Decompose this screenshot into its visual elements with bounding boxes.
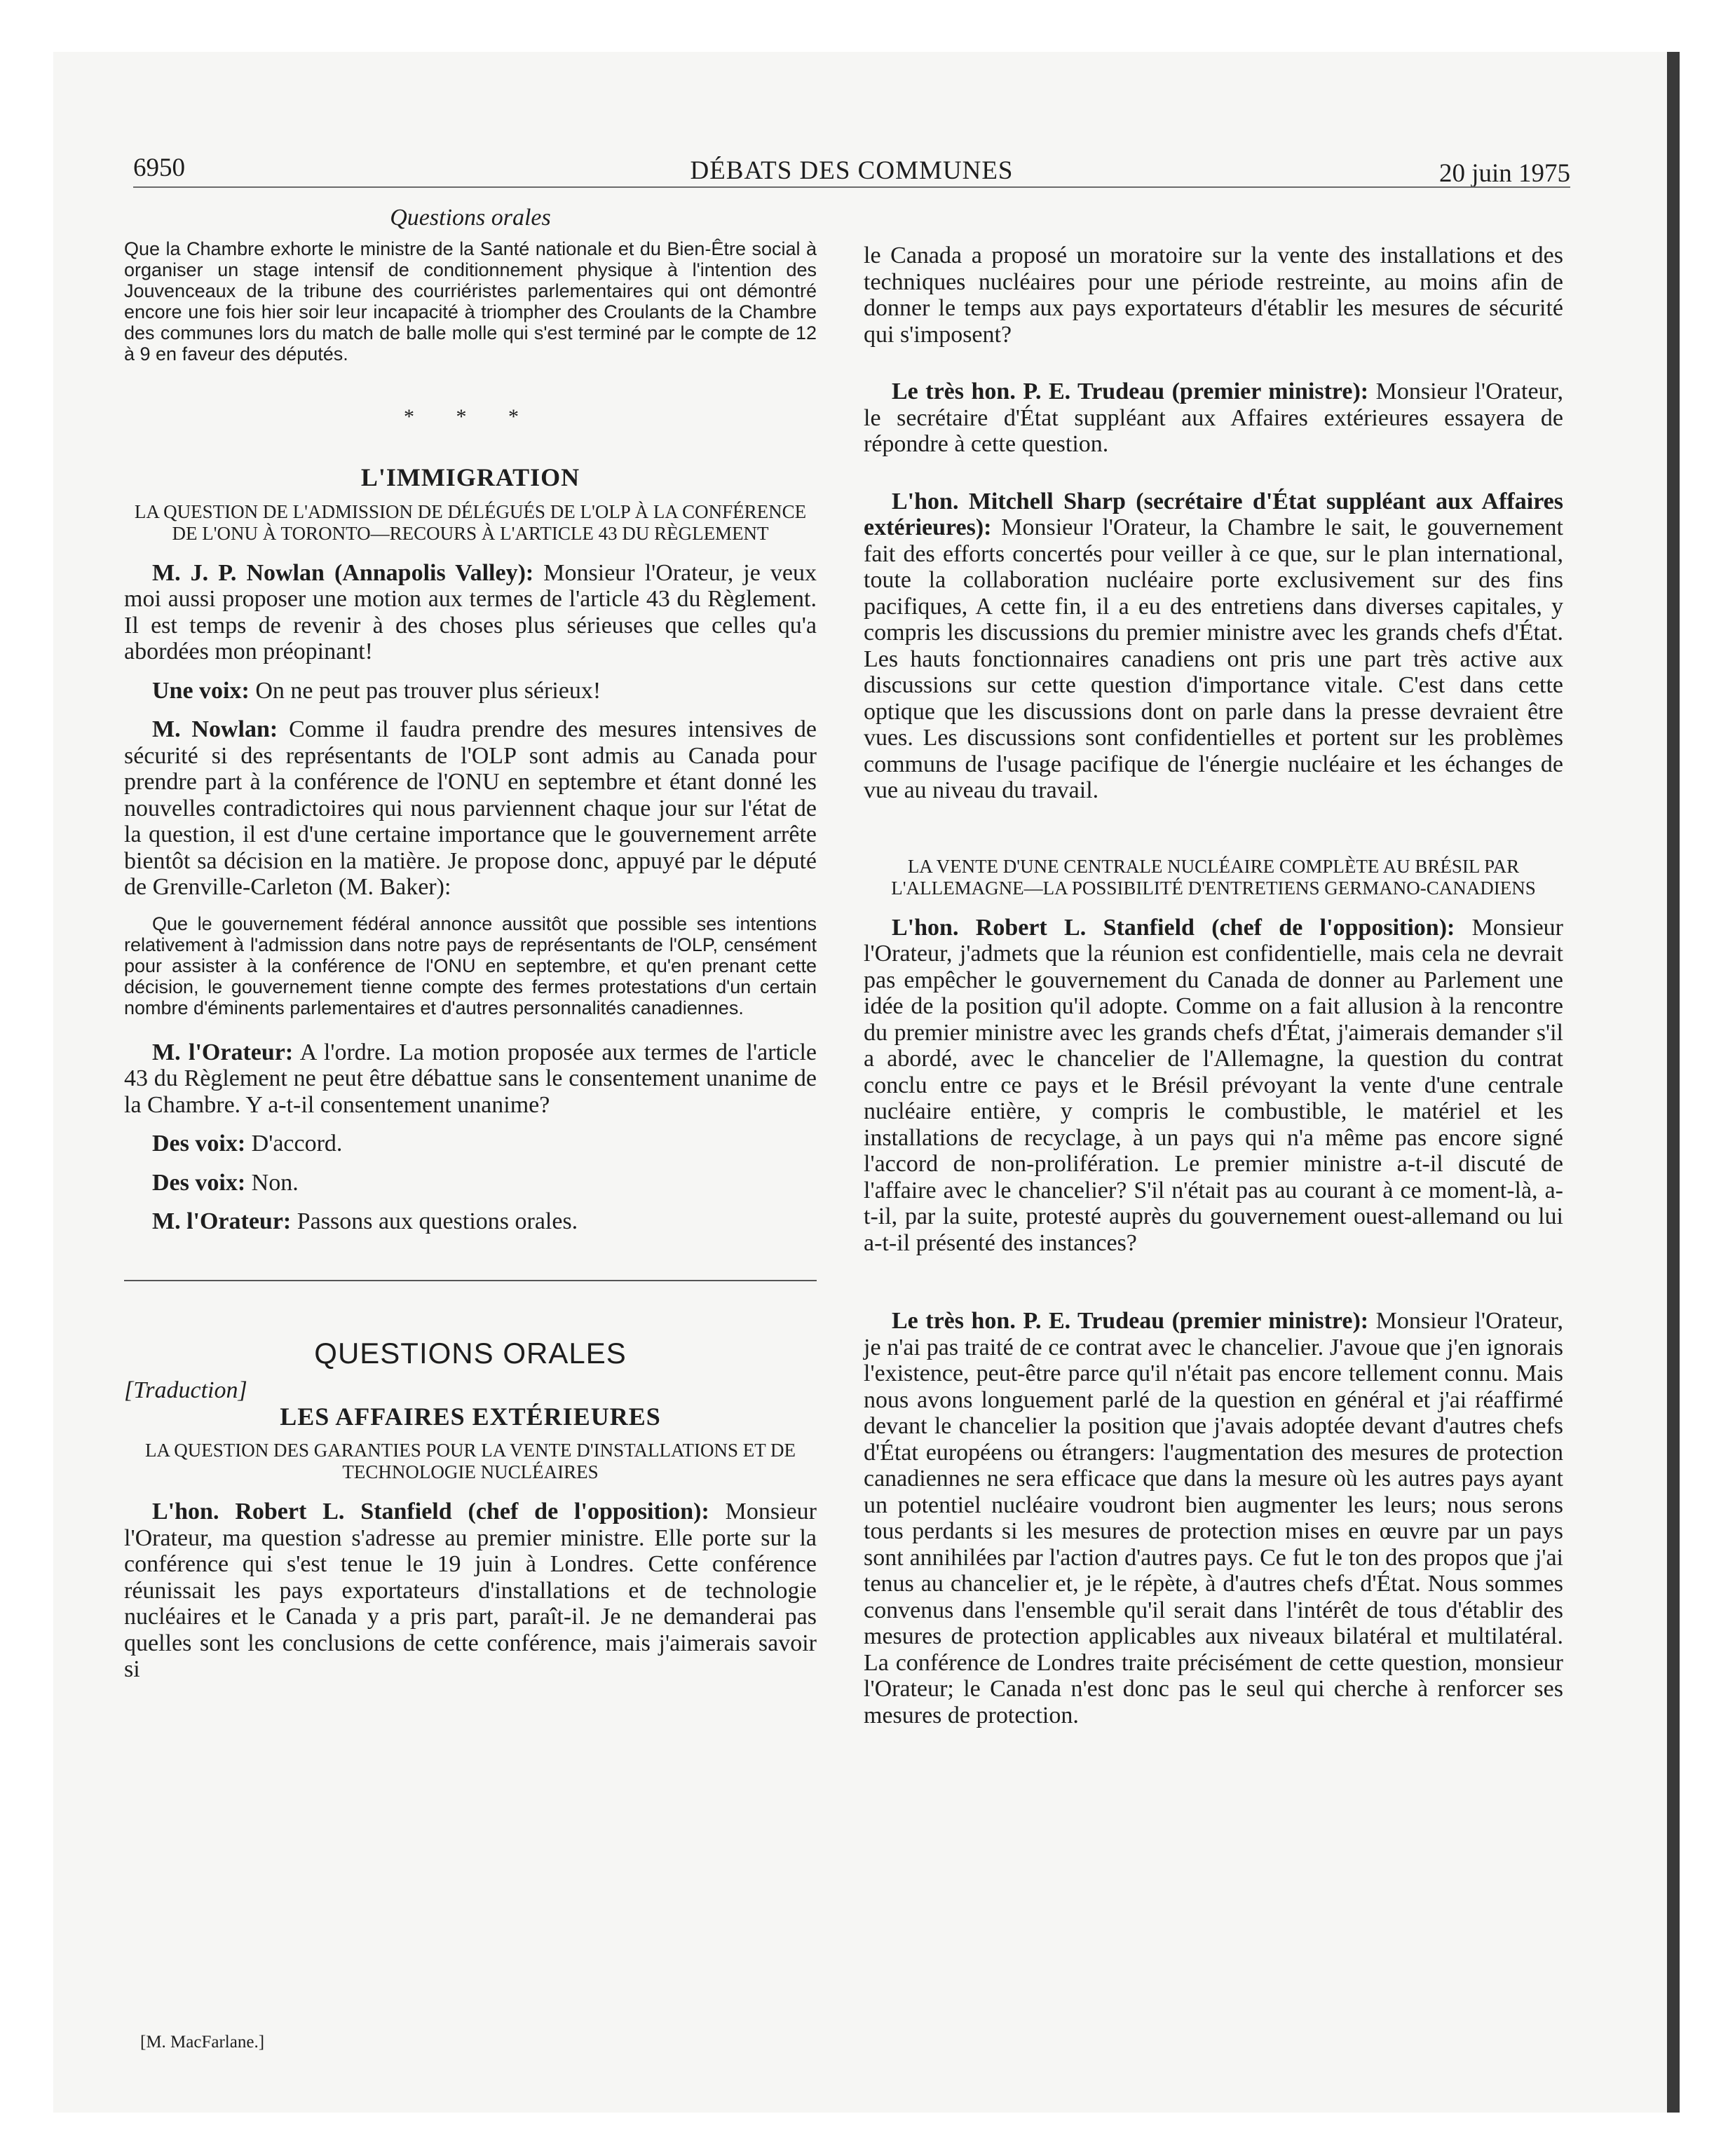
speech-text: Monsieur l'Orateur, j'admets que la réunion est confidentielle, mais cela ne devrait pas empêcher le gouvernement du Canada de donner au Parlement une idée de la position qu'il adopte. Comme on a fait allusion à la rencontre du premier ministre avec les grands chefs d'État, j'aimerais demander s'il a abordé, avec le chancelier de l'Allemagne, la question du contrat conclu entre ce pays et le Brésil prévoyant la vente d'une centrale nucléaire entière, y compris le combustible, le matériel et les installations de recyclage, à un pays qui n'a même pas encore signé l'accord de non-prolifération. Le premier ministre a-t-il discuté de l'affaire avec le chancelier? S'il n'était pas au courant à ce moment-là, a-t-il, par la suite, protesté auprès du gouvernement ouest-allemand ou lui a-t-il présenté des instances?	[864, 914, 1564, 1256]
speaker-name: L'hon. Robert L. Stanfield (chef de l'opposition):	[152, 1499, 709, 1524]
speech-text: Monsieur l'Orateur, ma question s'adresse au premier ministre. Elle porte sur la conférence qui s'est tenue le 19 juin à Londres. Cette conférence réunissait les pays exportateurs d'installations et de technologie nucléaires et le Canada y a pris part, paraît-il. Je ne demanderai pas quelles sont les conclusions de cette conférence, mais j'aimerais savoir si	[124, 1499, 817, 1682]
speech	[864, 915, 1563, 1257]
major-section-title: QUESTIONS ORALES	[314, 1336, 627, 1370]
speech-text: Monsieur l'Orateur, je n'ai pas traité de ce contrat avec le chancelier. J'avoue que j'en ignorais l'existence, peut-être parce qu'il n'était pas encore tellement connu. Mais nous avons longuement parlé de la question en général et j'ai réaffirmé devant le chancelier la position que j'avais adoptée devant d'autres chefs d'État européens ou étrangers: l'augmentation des mesures de protection canadiennes ne sera efficace que dans la mesure où les autres pays ayant un potentiel nucléaire voudront bien augmenter les leurs; nous serons tous perdants si les mesures de protection mises en œuvre par un pays sont annihilées par l'action d'autres pays. Ce fut le ton des propos que j'ai tenus au chancelier et, je le répète, à d'autres chefs d'État. Nous sommes convenus dans l'ensemble qu'il serait dans l'intérêt de tous d'établir des mesures de protection applicables aux niveaux bilatéral et multilatéral. La conférence de Londres traite précisément de cette question, monsieur l'Orateur; le Canada n'est donc pas le seul qui cherche à renforcer ses mesures de protection.	[864, 1308, 1564, 1728]
translation-tag: [Traduction]	[124, 1377, 247, 1403]
speech	[124, 560, 817, 665]
speech	[864, 1308, 1563, 1728]
speech-text: Comme il faudra prendre des mesures intensives de sécurité si des représentants de l'OLP sont admis au Canada pour prendre part à la conférence de l'ONU en septembre et étant donné les nouvelles contradictoires qui nous parviennent chaque jour sur l'état de la question, il est d'une certaine importance que le gouvernement arrête bientôt sa décision en la matière. Je propose donc, appuyé par le député de Grenville-Carleton (M. Baker):	[124, 716, 817, 900]
speech-text: Monsieur l'Orateur, la Chambre le sait, le gouvernement fait des efforts concertés pour veiller à ce que, sur le plan international, toute la collaboration nucléaire porte exclusivement sur des fins pacifiques, A cette fin, il a eu des entretiens dans diverses capitales, y compris les discussions du premier ministre avec les grands chefs d'État. Les hauts fonctionnaires canadiens ont pris une part très active aux discussions sur cette question d'importance vitale. C'est dans cette optique que les discussions dont on parle dans la presse devraient être vues. Les discussions sont confidentielles et portent sur les problèmes communs de l'usage pacifique de l'énergie nucléaire et les échanges de vue au niveau du travail.	[864, 514, 1563, 803]
speech-text: Monsieur l'Orateur, le secrétaire d'État suppléant aux Affaires extérieures essayera de répondre à cette question.	[864, 378, 1564, 457]
page-date: 20 juin 1975	[1438, 159, 1570, 188]
section-subtitle-brazil: LA VENTE D'UNE CENTRALE NUCLÉAIRE COMPLÈTE AU BRÉSIL PAR L'ALLEMAGNE—LA POSSIBILITÉ D'ENTRETIENS GERMANO-CANADIENS	[891, 855, 1536, 899]
publication-title: DÉBATS DES COMMUNES	[690, 156, 1014, 185]
section-subtitle-nuclear-safeguards: LA QUESTION DES GARANTIES POUR LA VENTE D'INSTALLATIONS ET DE TECHNOLOGIE NUCLÉAIRES	[145, 1440, 796, 1482]
speaker-name: Le très hon. P. E. Trudeau (premier ministre):	[892, 378, 1369, 404]
page-number: 6950	[133, 153, 185, 182]
section-separator: * * *	[404, 404, 537, 428]
spacer	[864, 1269, 1563, 1308]
running-head: Questions orales	[390, 205, 551, 231]
motion-quote: Que la Chambre exhorte le ministre de la Santé nationale et du Bien-Être social à organiser un stage intensif de conditionnement physique à l'intention des Jouvenceaux de la tribune des courriéristes parlementaires qui ont démontré encore une fois hier soir leur incapacité à triompher des Croulants de la Chambre des communes lors du match de balle molle qui s'est terminé par le compte de 12 à 9 en faveur des députés.	[124, 238, 817, 364]
speech	[124, 678, 817, 704]
section-title-immigration: L'IMMIGRATION	[360, 463, 580, 491]
speech	[124, 1131, 817, 1157]
speech-text: Passons aux questions orales.	[291, 1208, 578, 1234]
speech-text: On ne peut pas trouver plus sérieux!	[249, 677, 601, 704]
speaker-name: M. J. P. Nowlan (Annapolis Valley):	[152, 559, 534, 586]
footer-note: [M. MacFarlane.]	[140, 2033, 265, 2052]
speaker-name: M. l'Orateur:	[152, 1039, 294, 1065]
speech	[124, 1208, 817, 1235]
speech	[864, 378, 1563, 458]
speech	[124, 716, 817, 901]
speaker-name: Des voix:	[152, 1131, 246, 1157]
speech	[864, 489, 1563, 804]
speaker-name: M. Nowlan:	[152, 716, 278, 742]
speech-text: A l'ordre. La motion proposée aux termes de l'article 43 du Règlement ne peut être débattue sans le consentement unanime de la Chambre. Y a-t-il consentement unanime?	[124, 1039, 817, 1118]
speech	[124, 1039, 817, 1119]
section-subtitle-olp: LA QUESTION DE L'ADMISSION DE DÉLÉGUÉS DE L'OLP À LA CONFÉRENCE DE L'ONU À TORONTO—RECOURS À L'ARTICLE 43 DU RÈGLEMENT	[134, 500, 807, 544]
speech-text: Non.	[245, 1169, 299, 1196]
section-rule	[124, 1280, 817, 1281]
right-column	[864, 205, 1563, 1741]
speaker-name: Une voix:	[152, 677, 250, 704]
page-header	[133, 153, 1570, 195]
header-rule	[133, 186, 1570, 188]
speaker-name: Le très hon. P. E. Trudeau (premier ministre):	[892, 1308, 1369, 1334]
speech-text: D'accord.	[245, 1131, 343, 1157]
section-title-foreign-affairs: LES AFFAIRES EXTÉRIEURES	[280, 1402, 661, 1431]
motion-quote-olp: Que le gouvernement fédéral annonce aussitôt que possible ses intentions relativement à l'admission dans notre pays de représentants de l'OLP, censément pour assister à la conférence de l'ONU en septembre, et qu'en prenant cette décision, le gouvernement tienne compte des fermes protestations d'un certain nombre d'éminents parlementaires et d'autres personnalités canadiennes.	[124, 913, 817, 1018]
speech	[124, 1499, 817, 1683]
speech	[124, 1170, 817, 1196]
spacer	[864, 360, 1563, 378]
speaker-name: Des voix:	[152, 1169, 246, 1196]
column-top-gap	[864, 205, 1563, 243]
speaker-name: L'hon. Mitchell Sharp (secrétaire d'État suppléant aux Affaires extérieures):	[864, 488, 1563, 540]
speaker-name: M. l'Orateur:	[152, 1208, 292, 1234]
speech-continuation: le Canada a proposé un moratoire sur la vente des installations et des techniques nucléaires pour une période restreinte, au moins afin de donner le temps aux pays exportateurs d'établir les mesures de sécurité qui s'imposent?	[864, 243, 1563, 348]
spacer	[864, 470, 1563, 489]
speaker-name: L'hon. Robert L. Stanfield (chef de l'opposition):	[892, 914, 1455, 941]
left-column	[124, 205, 817, 1696]
scan-edge-bar	[1667, 52, 1680, 2113]
speech-text: Monsieur l'Orateur, je veux moi aussi proposer une motion aux termes de l'article 43 du Règlement. Il est temps de revenir à des choses plus sérieuses que celles qu'a abordées mon préopinant!	[124, 559, 817, 664]
spacer	[864, 817, 1563, 856]
